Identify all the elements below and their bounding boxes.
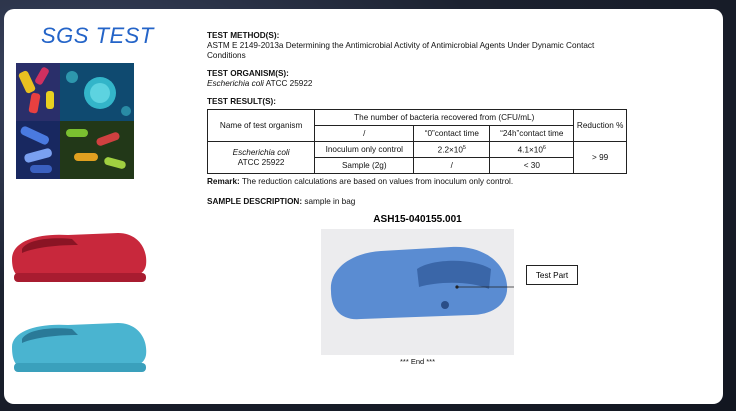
virus-tile <box>60 63 134 121</box>
organism-name: Escherichia coli <box>207 79 264 88</box>
brand-title: SGS TEST <box>41 23 154 48</box>
test-method-text: ASTM E 2149-2013a Determining the Antimicrobial Activity of Antimicrobial Agents Under Dynamic Contact Conditions <box>207 41 595 60</box>
test-result-section <box>207 97 627 187</box>
remark-text: The reduction calculations are based on values from inoculum only control. <box>239 177 514 186</box>
header-reduction: Reduction % <box>574 110 627 142</box>
red-clog-image <box>8 219 150 294</box>
test-part-callout: Test Part <box>526 265 578 285</box>
organism-strain: ATCC 25922 <box>263 79 313 88</box>
row1-zero-value: $2.2\times 10^5$ <box>414 142 490 158</box>
row2-label: Sample (2g) <box>315 158 414 174</box>
row1-label: Inoculum only control <box>315 142 414 158</box>
test-result-heading: TEST RESULT(S): <box>207 97 276 106</box>
sample-text: sample in bag <box>302 197 356 206</box>
microbe-collage-image <box>16 63 134 179</box>
row2-24h-value: < 30 <box>490 158 574 174</box>
test-method-heading: TEST METHOD(S): <box>207 31 280 40</box>
sample-description-line <box>207 197 627 207</box>
organism-cell-name: Escherichia coli <box>232 147 290 157</box>
subheader-24h-contact: “24h”contact time <box>490 126 574 142</box>
row2-zero-value: / <box>414 158 490 174</box>
end-marker: *** End *** <box>399 357 436 366</box>
blue-clog-image <box>8 311 150 386</box>
sample-photo <box>321 214 514 355</box>
remark-line <box>207 177 627 187</box>
reduction-value: > 99 <box>574 142 627 174</box>
subheader-zero-contact: “0”contact time <box>414 126 490 142</box>
test-organism-line <box>207 79 627 89</box>
organism-cell <box>208 142 315 174</box>
bacteria-tile-1 <box>16 63 60 121</box>
slide-card <box>4 9 723 404</box>
test-report <box>207 31 627 207</box>
header-organism: Name of test organism <box>208 110 315 142</box>
bacteria-tile-2 <box>16 121 60 179</box>
sample-photo-id: ASH15-040155.001 <box>373 214 462 225</box>
row1-24h-value: $4.1\times 10^6$ <box>490 142 574 158</box>
result-table <box>207 109 627 174</box>
sample-heading: SAMPLE DESCRIPTION: <box>207 197 303 206</box>
table-row <box>208 142 627 158</box>
table-row <box>208 110 627 126</box>
bacteria-tile-3 <box>60 121 134 179</box>
test-organism-section <box>207 69 627 89</box>
header-recovered: The number of bacteria recovered from (CFU/mL) <box>315 110 574 126</box>
test-method-section <box>207 31 627 61</box>
subheader-slash: / <box>315 126 414 142</box>
remark-label: Remark: <box>207 177 240 186</box>
organism-cell-strain: ATCC 25922 <box>237 157 285 167</box>
test-organism-heading: TEST ORGANISM(S): <box>207 69 289 78</box>
